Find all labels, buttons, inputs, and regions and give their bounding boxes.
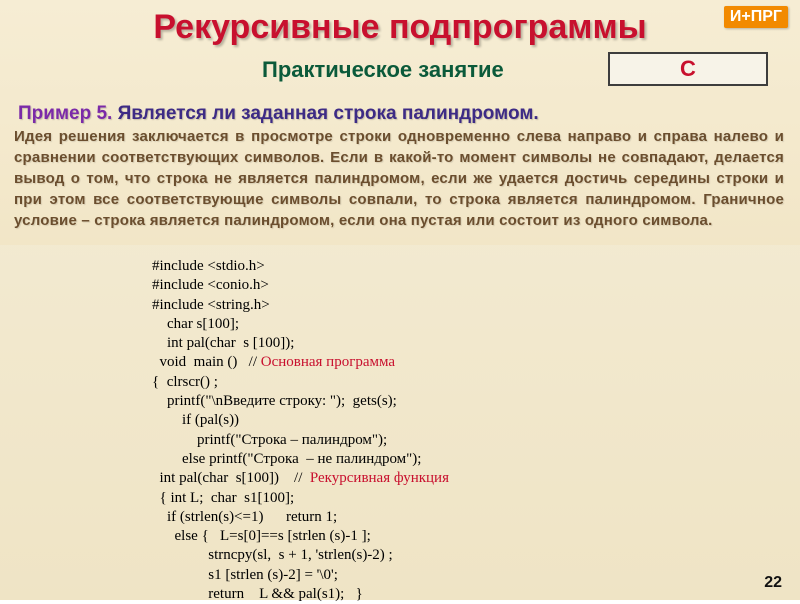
code-line: [152, 276, 449, 295]
code-text: if (pal(s)): [152, 412, 240, 429]
example-heading: [18, 103, 539, 125]
code-text: int pal(char s[100]) //: [152, 470, 310, 487]
example-title-text: Является ли заданная строка палиндромом.: [117, 103, 539, 124]
code-text: else printf("Строка – не палиндром");: [152, 450, 422, 467]
slide-title: Рекурсивные подпрограммы: [153, 8, 647, 46]
code-line: [152, 411, 449, 430]
code-text: if (strlen(s)<=1) return 1;: [152, 508, 338, 525]
code-text: void main () //: [152, 354, 261, 371]
code-text: else { L=s[0]==s [strlen (s)-1 ];: [152, 528, 371, 545]
code-line: [152, 469, 449, 488]
code-line: [152, 315, 449, 334]
code-comment: Основная программа: [260, 354, 396, 371]
code-line: [152, 353, 449, 372]
code-text: return L && pal(s1); }: [152, 586, 363, 603]
code-text: { int L; char s1[100];: [152, 489, 295, 506]
code-listing: [152, 257, 449, 604]
code-text: int pal(char s [100]);: [152, 335, 295, 352]
code-line: [152, 373, 449, 392]
code-text: printf("\nВведите строку: "); gets(s);: [152, 393, 397, 410]
code-text: { clrscr() ;: [152, 373, 218, 390]
code-line: [152, 334, 449, 353]
slide-subtitle: Практическое занятие: [262, 57, 504, 82]
page-number: 22: [764, 574, 782, 591]
code-text: strncpy(sl, s + 1, 'strlen(s)-2) ;: [152, 547, 393, 564]
code-line: [152, 566, 449, 585]
code-text: char s[100];: [152, 315, 240, 332]
code-line: [152, 546, 449, 565]
code-line: [152, 450, 449, 469]
language-box: С: [608, 52, 768, 86]
code-line: [152, 392, 449, 411]
code-line: [152, 489, 449, 508]
code-text: s1 [strlen (s)-2] = '\0';: [152, 566, 338, 583]
code-line: [152, 296, 449, 315]
example-label: Пример 5.: [18, 103, 113, 124]
code-text: #include <string.h>: [152, 296, 270, 313]
code-line: [152, 508, 449, 527]
code-comment: Рекурсивная функция: [309, 470, 449, 487]
code-text: printf("Строка – палиндром");: [152, 431, 388, 448]
example-description: Идея решения заключается в просмотре строки одновременно слева направо и справа налево и сравнении соответствующих символов. Если в какой-то момент символы не совпадают, делается вывод о том, что строка не является палиндромом, если же удается достичь середины строки и при этом все соответствующие символы совпали, то строка является палиндромом. Граничное условие – строка является палиндромом, если она пустая или состоит из одного символа.: [14, 128, 784, 229]
code-line: [152, 527, 449, 546]
code-text: #include <stdio.h>: [152, 258, 265, 274]
code-line: [152, 585, 449, 604]
course-tag: И+ПРГ: [724, 6, 788, 28]
code-line: [152, 257, 449, 276]
code-line: [152, 431, 449, 450]
code-text: #include <conio.h>: [152, 277, 269, 294]
